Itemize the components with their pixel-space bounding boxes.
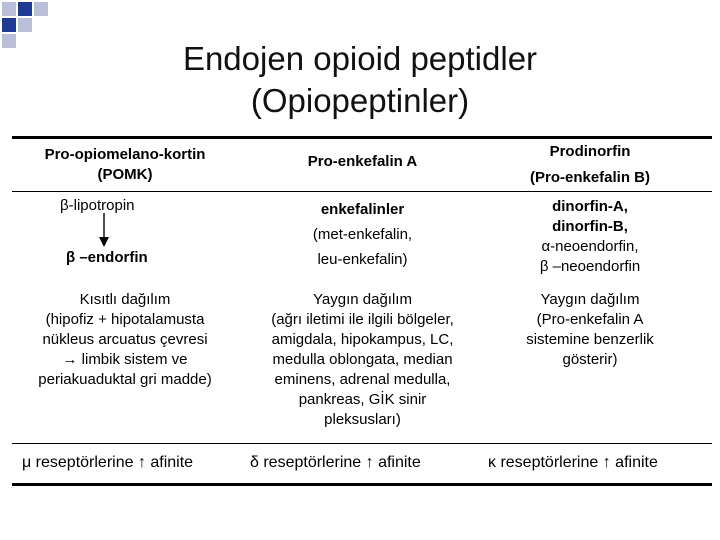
beta-lipotropin-label: β-lipotropin: [60, 197, 135, 214]
distribution-prodinorfin: Yaygın dağılım (Pro-enkefalin A sistemine benzerlik gösterir): [526, 291, 654, 368]
header-prodinorfin: Prodinorfin (Pro-enkefalin B): [529, 143, 650, 186]
receptor-delta: δ reseptörlerine ↑ afinite: [250, 454, 421, 471]
dinorfin-cell: dinorfin-A, dinorfin-B, α-neoendorfin, β –neoendorfin: [539, 198, 641, 275]
receptor-row-divider: [12, 443, 712, 444]
table-bottom-border: [12, 483, 712, 486]
title-line-1: Endojen opioid peptidler: [182, 40, 538, 77]
arrow-down-icon: [99, 213, 109, 247]
title-line-2: (Opiopeptinler): [250, 82, 470, 119]
receptor-kappa: κ reseptörlerine ↑ afinite: [488, 454, 658, 471]
distribution-pomk: Kısıtlı dağılım (hipofiz + hipotalamusta nükleus arcuatus çevresi → limbik sistem ve periakuaduktal gri madde): [38, 291, 212, 388]
header-divider: [12, 191, 712, 192]
header-pomk: Pro-opiomelano-kortin (POMK): [44, 146, 206, 183]
header-pro-enkefalin-a: Pro-enkefalin A: [307, 153, 418, 170]
distribution-pro-enkefalin-a: Yaygın dağılım (ağrı iletimi ile ilgili bölgeler, amigdala, hipokampus, LC, medulla oblongata, median eminens, adrenal medulla, pankreas, GİK sinir pleksusları): [271, 291, 454, 428]
corner-decoration-squares: [0, 0, 60, 60]
beta-endorfin-label: β –endorfin: [66, 249, 148, 266]
enkefalinler-cell: enkefalinler (met-enkefalin, leu-enkefalin): [312, 201, 413, 268]
receptor-mu: μ reseptörlerine ↑ afinite: [22, 454, 194, 471]
page-title: [120, 38, 600, 122]
